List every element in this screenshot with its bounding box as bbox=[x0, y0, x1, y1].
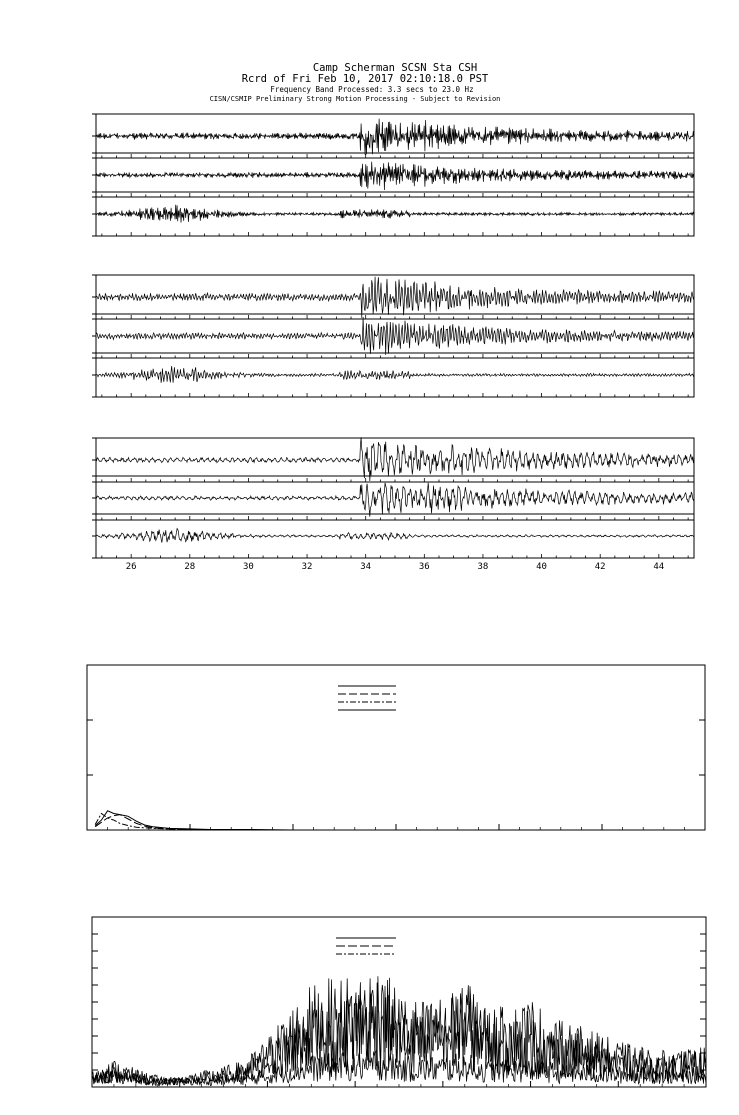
sa-series-line bbox=[95, 815, 705, 830]
fs-series-line bbox=[92, 1048, 706, 1086]
waveform-trace bbox=[96, 277, 694, 318]
channel-panel bbox=[92, 192, 694, 236]
time-tick-label: 44 bbox=[653, 562, 665, 572]
waveform-trace bbox=[96, 119, 694, 155]
waveform-trace bbox=[96, 162, 694, 190]
record-title: Rcrd of Fri Feb 10, 2017 02:10:18.0 PST bbox=[241, 73, 489, 85]
panel-frame bbox=[96, 476, 694, 520]
waveform-trace bbox=[96, 529, 694, 543]
sa-series-line bbox=[95, 811, 705, 830]
time-tick-label: 40 bbox=[536, 562, 547, 572]
channel-panel bbox=[92, 514, 694, 558]
fs-series-line bbox=[92, 983, 706, 1086]
channel-panel bbox=[92, 275, 694, 319]
time-tick-label: 36 bbox=[418, 562, 430, 572]
time-series-group bbox=[92, 275, 694, 397]
channel-panel bbox=[92, 114, 694, 158]
channel-panel bbox=[92, 353, 694, 397]
time-tick-label: 30 bbox=[243, 562, 254, 572]
notice-text: CISN/CSMIP Preliminary Strong Motion Processing - Subject to Revision bbox=[209, 95, 501, 103]
waveform-trace bbox=[96, 205, 694, 223]
channel-panel bbox=[92, 314, 694, 358]
channel-panel bbox=[92, 153, 694, 197]
waveform-trace bbox=[96, 483, 694, 517]
band-text: Frequency Band Processed: 3.3 secs to 23.0 Hz bbox=[270, 85, 474, 94]
time-series-panels bbox=[92, 114, 694, 572]
fs-series-line bbox=[92, 976, 706, 1085]
time-tick-label: 38 bbox=[477, 562, 489, 572]
waveform-trace bbox=[96, 317, 694, 355]
station-title: Camp Scherman SCSN Sta CSH bbox=[312, 62, 478, 74]
waveform-trace bbox=[96, 366, 694, 383]
time-tick-label: 28 bbox=[184, 562, 196, 572]
panel-frame bbox=[96, 353, 694, 397]
plot-frame bbox=[87, 665, 705, 830]
spectral-acceleration-chart bbox=[87, 665, 705, 830]
sa-series-line bbox=[95, 814, 705, 831]
fs-plot bbox=[92, 917, 706, 1087]
channel-panel bbox=[92, 437, 694, 482]
sa-plot bbox=[87, 665, 705, 830]
velocity-fourier-spectrum-chart bbox=[92, 917, 706, 1087]
figure-header bbox=[210, 62, 501, 103]
time-series-group bbox=[92, 114, 694, 236]
waveform-trace bbox=[96, 437, 694, 481]
time-tick-label: 42 bbox=[594, 562, 606, 572]
time-tick-label: 34 bbox=[360, 562, 372, 572]
time-tick-label: 32 bbox=[301, 562, 313, 572]
channel-panel bbox=[92, 476, 694, 520]
time-series-group bbox=[92, 437, 694, 558]
time-tick-label: 26 bbox=[125, 562, 137, 572]
